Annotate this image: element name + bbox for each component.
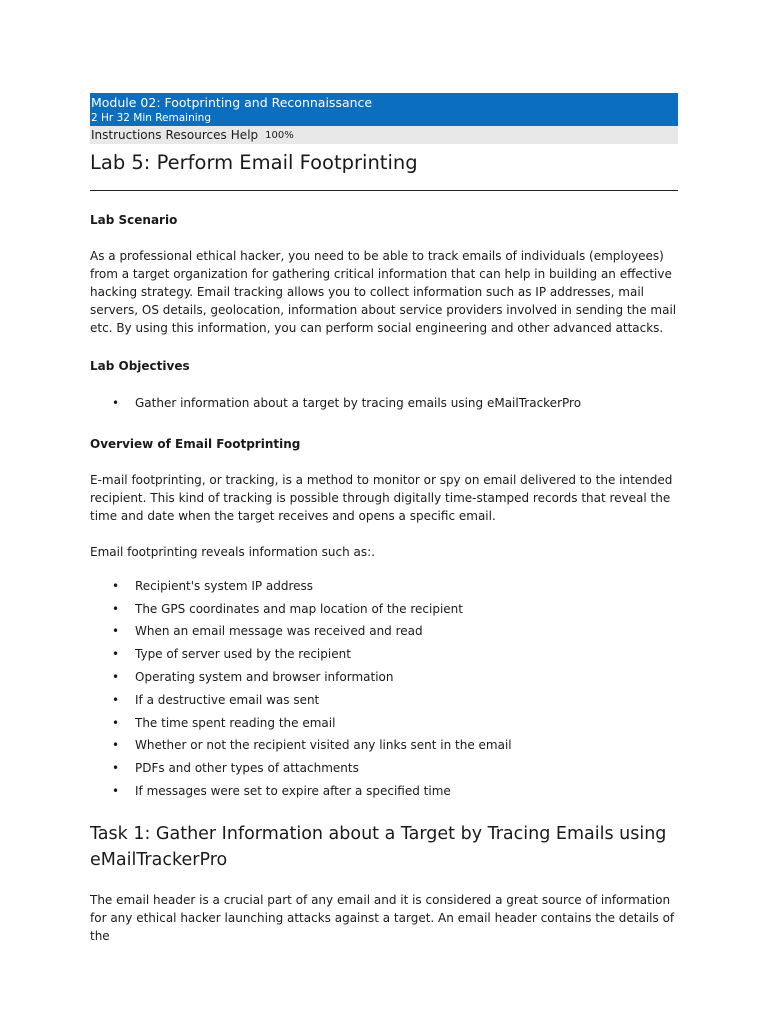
tab-help[interactable]: Help — [230, 128, 259, 142]
reveals-list — [90, 575, 678, 803]
list-item: • If messages were set to expire after a specified time — [90, 780, 678, 803]
overview-heading: Overview of Email Footprinting — [90, 436, 301, 451]
objectives-list — [90, 392, 678, 415]
list-item: • When an email message was received and read — [90, 620, 678, 643]
list-item: • Whether or not the recipient visited any links sent in the email — [90, 734, 678, 757]
zoom-level[interactable]: 100% — [265, 129, 294, 141]
lab-title: Lab 5: Perform Email Footprinting — [90, 151, 418, 174]
tab-instructions[interactable]: Instructions — [91, 128, 162, 142]
lab-page — [90, 93, 678, 945]
time-remaining: 2 Hr 32 Min Remaining — [91, 112, 211, 124]
overview-text: E-mail footprinting, or tracking, is a method to monitor or spy on email delivered to the intended recipient. This kind of tracking is possible through digitally time-stamped records that reveal the time and date when the target receives and opens a specific email. — [90, 472, 673, 523]
overview-intro: Email footprinting reveals information such as:. — [90, 544, 375, 559]
tab-bar — [90, 126, 678, 144]
objectives-heading: Lab Objectives — [90, 359, 190, 373]
list-item: • Operating system and browser information — [90, 666, 678, 689]
list-item: • Gather information about a target by tracing emails using eMailTrackerPro — [90, 392, 678, 415]
module-title: Module 02: Footprinting and Reconnaissance — [91, 95, 373, 110]
task-heading: Task 1: Gather Information about a Target by Tracing Emails using eMailTrackerPro — [90, 823, 667, 870]
list-item: • If a destructive email was sent — [90, 689, 678, 712]
title-divider — [90, 190, 678, 191]
module-header — [90, 93, 678, 126]
list-item: • Type of server used by the recipient — [90, 643, 678, 666]
scenario-heading: Lab Scenario — [90, 213, 178, 227]
tab-resources[interactable]: Resources — [165, 128, 227, 142]
list-item: • The GPS coordinates and map location of the recipient — [90, 598, 678, 621]
scenario-text: As a professional ethical hacker, you need to be able to track emails of individuals (employees) from a target organization for gathering critical information that can help in building an effective hacking strategy. Email tracking allows you to collect information such as IP addresses, mail servers, OS details, geolocation, information about service providers involved in sending the mail etc. By using this information, you can perform social engineering and other advanced attacks. — [90, 249, 677, 335]
list-item: • PDFs and other types of attachments — [90, 757, 678, 780]
list-item: • Recipient's system IP address — [90, 575, 678, 598]
list-item: • The time spent reading the email — [90, 712, 678, 735]
task-text: The email header is a crucial part of any email and it is considered a great source of information for any ethical hacker launching attacks against a target. An email header contains the details of the — [90, 892, 675, 943]
